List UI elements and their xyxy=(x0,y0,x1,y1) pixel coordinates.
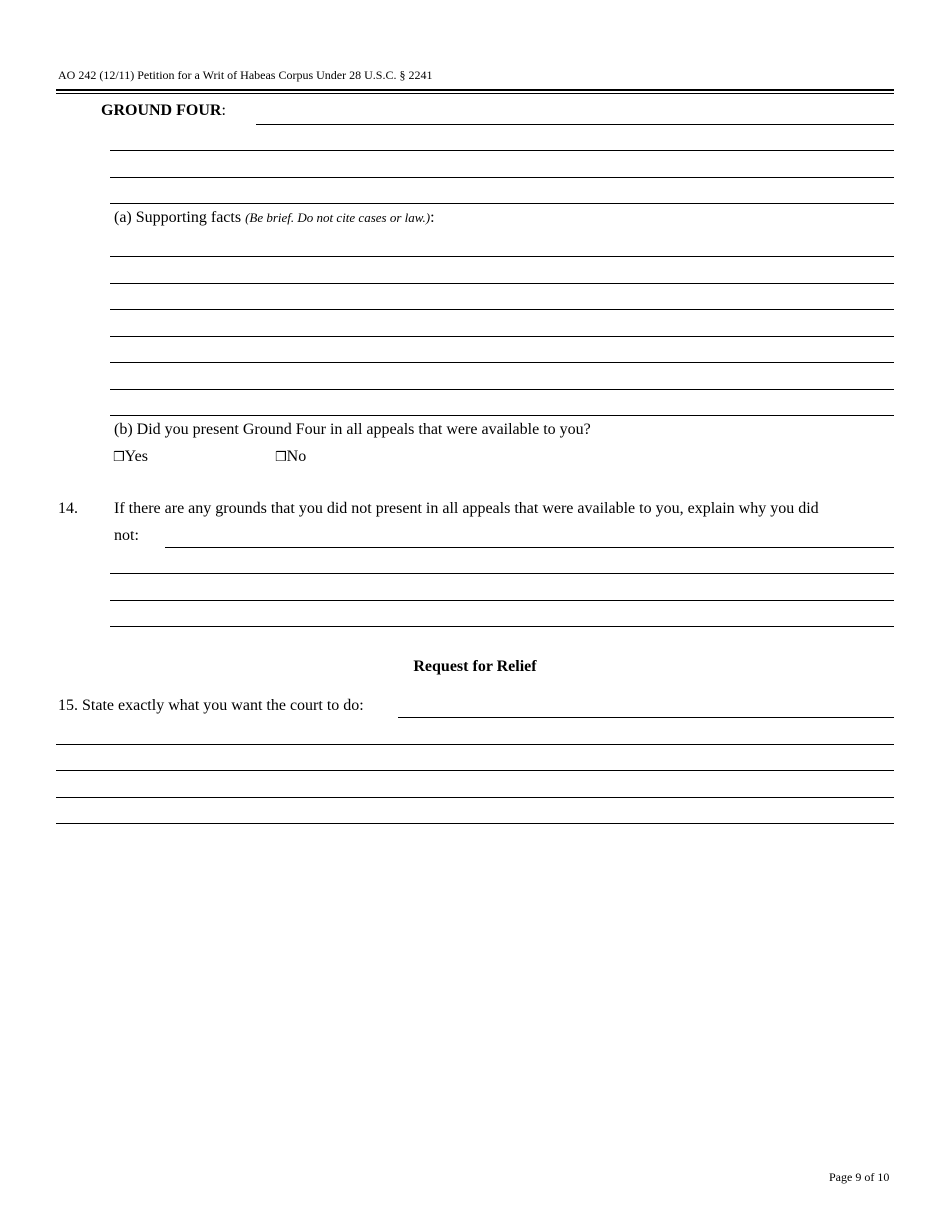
header-rule-thick xyxy=(56,89,894,91)
ground-four-answer-line-4[interactable] xyxy=(110,203,894,204)
ground-four-answer-line-1[interactable] xyxy=(256,124,894,125)
no-checkbox-icon[interactable]: ❒ xyxy=(275,450,287,465)
no-option[interactable] xyxy=(275,448,306,466)
supporting-facts-line-5[interactable] xyxy=(110,362,894,363)
question-14-number: 14. xyxy=(58,500,78,517)
supporting-facts-line-1[interactable] xyxy=(110,256,894,257)
yes-label: Yes xyxy=(124,448,148,465)
supporting-facts-colon: : xyxy=(430,209,435,226)
header-rule-thin xyxy=(56,93,894,94)
request-for-relief-heading: Request for Relief xyxy=(413,658,537,675)
supporting-facts-line-3[interactable] xyxy=(110,309,894,310)
supporting-facts-instruction: (Be brief. Do not cite cases or law.) xyxy=(245,210,431,225)
supporting-facts-prefix: (a) Supporting facts xyxy=(114,209,242,226)
question-15-text: 15. State exactly what you want the court to do: xyxy=(58,697,364,714)
yes-checkbox-icon[interactable]: ❒ xyxy=(113,450,125,465)
supporting-facts-label xyxy=(114,209,435,227)
relief-answer-line-1[interactable] xyxy=(398,717,894,718)
yes-option[interactable] xyxy=(113,448,148,466)
relief-answer-line-4[interactable] xyxy=(56,797,894,798)
no-label: No xyxy=(286,448,307,465)
supporting-facts-line-6[interactable] xyxy=(110,389,894,390)
question-14-answer-line-3[interactable] xyxy=(110,600,894,601)
relief-answer-line-5[interactable] xyxy=(56,823,894,824)
supporting-facts-line-4[interactable] xyxy=(110,336,894,337)
appeal-question: (b) Did you present Ground Four in all appeals that were available to you? xyxy=(114,421,591,438)
ground-four-title xyxy=(101,102,226,120)
question-14-answer-line-4[interactable] xyxy=(110,626,894,627)
ground-four-answer-line-3[interactable] xyxy=(110,177,894,178)
ground-four-label: GROUND FOUR xyxy=(101,102,222,119)
relief-answer-line-2[interactable] xyxy=(56,744,894,745)
supporting-facts-line-7[interactable] xyxy=(110,415,894,416)
question-14-text-line-1: If there are any grounds that you did not present in all appeals that were available to you, explain why you did xyxy=(114,500,819,517)
page-number: Page 9 of 10 xyxy=(829,1170,890,1184)
question-14-text-line-2: not: xyxy=(114,527,139,544)
ground-four-answer-line-2[interactable] xyxy=(110,150,894,151)
form-header: AO 242 (12/11) Petition for a Writ of Habeas Corpus Under 28 U.S.C. § 2241 xyxy=(58,68,433,82)
supporting-facts-line-2[interactable] xyxy=(110,283,894,284)
ground-four-colon: : xyxy=(221,102,226,119)
relief-answer-line-3[interactable] xyxy=(56,770,894,771)
question-14-answer-line-1[interactable] xyxy=(165,547,894,548)
question-14-answer-line-2[interactable] xyxy=(110,573,894,574)
